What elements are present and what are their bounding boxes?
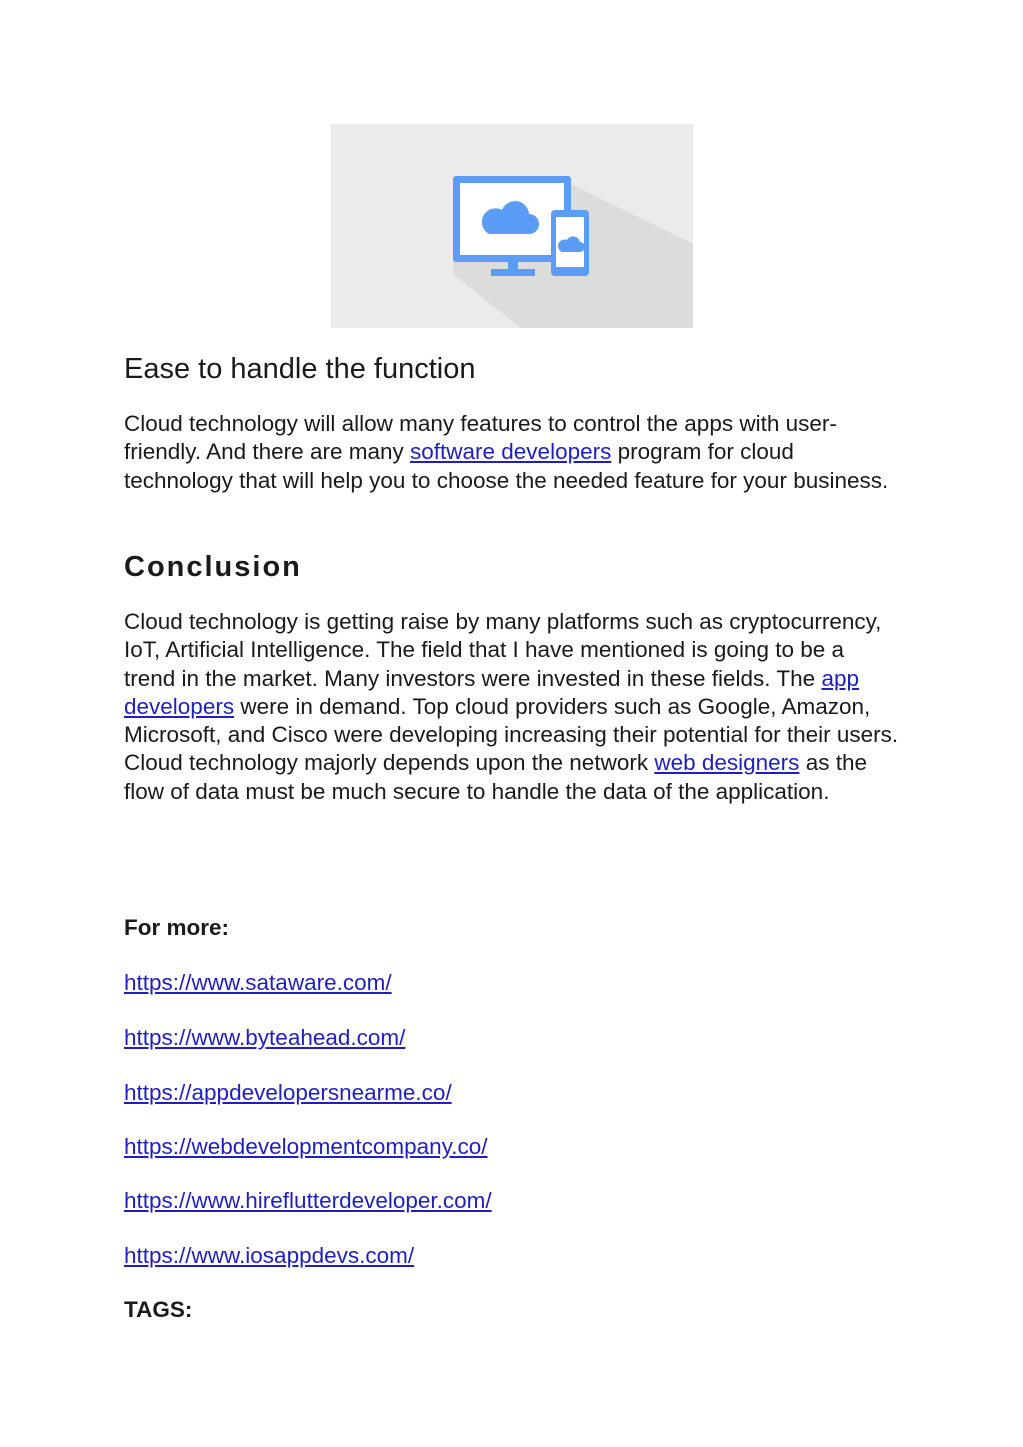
cloud-devices-icon [331,124,693,328]
paragraph-text: program for cloud technology that will help you to choose the needed feature for your business. [124,439,889,493]
url-link[interactable]: https://www.iosappdevs.com/ [124,1243,415,1268]
app-developers-link[interactable]: app developers [124,665,859,719]
url-link[interactable]: https://appdevelopersnearme.co/ [124,1080,452,1105]
for-more-label: For more: [124,915,230,940]
software-developers-link[interactable]: software developers [410,439,612,465]
web-designers-link[interactable]: web designers [654,750,800,776]
conclusion-heading: Conclusion [124,551,302,583]
url-link[interactable]: https://www.byteahead.com/ [124,1025,406,1050]
section-heading: Ease to handle the function [124,353,476,385]
url-link[interactable]: https://www.sataware.com/ [124,970,392,995]
section-paragraph [124,410,899,495]
hero-image [331,124,693,328]
paragraph-text: were in demand. Top cloud providers such as Google, Amazon, Microsoft, and Cisco were developing increasing their potential for their users. Cloud technology majorly depends upon the network [124,693,899,776]
url-link[interactable]: https://www.hireflutterdeveloper.com/ [124,1188,492,1213]
url-link[interactable]: https://webdevelopmentcompany.co/ [124,1134,488,1159]
paragraph-text: Cloud technology is getting raise by many platforms such as cryptocurrency, IoT, Artificial Intelligence. The field that I have mentioned is going to be a trend in the market. Many investors were invested in these fields. The [124,609,882,691]
paragraph-text: Cloud technology will allow many features to control the apps with user-friendly. And there are many [124,411,837,465]
tags-label: TAGS: [124,1297,193,1322]
paragraph-text: as the flow of data must be much secure to handle the data of the application. [124,750,867,804]
conclusion-paragraph [124,608,899,806]
